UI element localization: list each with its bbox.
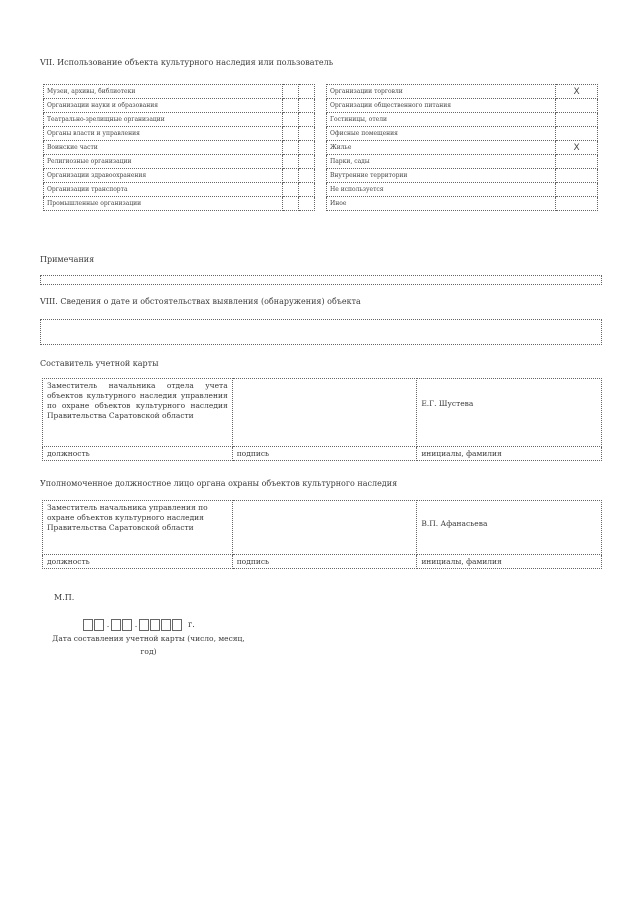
notes-field xyxy=(40,275,602,285)
usage-checkbox[interactable] xyxy=(556,99,598,113)
usage-row-right xyxy=(327,127,598,141)
usage-label: Воинские части xyxy=(44,141,283,155)
compiler-signature-cell xyxy=(232,379,417,447)
usage-checkbox[interactable] xyxy=(283,169,299,183)
usage-row-right xyxy=(327,155,598,169)
usage-label: Парки, сады xyxy=(327,155,556,169)
detection-field xyxy=(40,319,602,345)
date-boxes: . . г. xyxy=(83,614,195,633)
usage-table-left xyxy=(43,84,315,211)
usage-extra-cell xyxy=(299,85,315,99)
usage-row-left xyxy=(44,169,315,183)
compiler-name-cell xyxy=(417,379,602,447)
usage-row-right xyxy=(327,113,598,127)
usage-label: Не используется xyxy=(327,183,556,197)
date-year-box-1 xyxy=(139,619,149,631)
usage-checkbox[interactable]: X xyxy=(556,85,598,99)
official-position: Заместитель начальника управления по охране объектов культурного наследия Правительства Саратовской области xyxy=(43,501,233,555)
usage-checkbox[interactable] xyxy=(283,197,299,211)
stamp-label: М.П. xyxy=(54,593,75,602)
usage-checkbox[interactable]: X xyxy=(556,141,598,155)
compiler-label-name: инициалы, фамилия xyxy=(417,447,602,461)
usage-row-right xyxy=(327,169,598,183)
official-label-signature: подпись xyxy=(232,555,417,569)
section-8-title: VIII. Сведения о дате и обстоятельствах выявления (обнаружения) объекта xyxy=(40,297,361,306)
date-year-box-4 xyxy=(172,619,182,631)
usage-extra-cell xyxy=(299,99,315,113)
usage-label: Религиозные организации xyxy=(44,155,283,169)
usage-extra-cell xyxy=(299,169,315,183)
usage-extra-cell xyxy=(299,141,315,155)
usage-row-left xyxy=(44,99,315,113)
official-label-position: должность xyxy=(43,555,233,569)
usage-label: Организации здравоохранения xyxy=(44,169,283,183)
usage-checkbox[interactable] xyxy=(283,141,299,155)
usage-extra-cell xyxy=(299,183,315,197)
usage-row-left xyxy=(44,141,315,155)
usage-checkbox[interactable] xyxy=(556,127,598,141)
usage-label: Музеи, архивы, библиотеки xyxy=(44,85,283,99)
usage-row-right xyxy=(327,183,598,197)
usage-label: Иное xyxy=(327,197,556,211)
date-day-box-1 xyxy=(83,619,93,631)
usage-row-right xyxy=(327,99,598,113)
date-day-box-2 xyxy=(94,619,104,631)
usage-checkbox[interactable] xyxy=(556,197,598,211)
usage-checkbox[interactable] xyxy=(556,169,598,183)
usage-checkbox[interactable] xyxy=(283,85,299,99)
usage-label: Гостиницы, отели xyxy=(327,113,556,127)
usage-checkbox[interactable] xyxy=(283,127,299,141)
usage-row-left xyxy=(44,155,315,169)
official-table xyxy=(42,500,602,569)
date-suffix: г. xyxy=(188,620,195,629)
usage-label: Офисные помещения xyxy=(327,127,556,141)
usage-row-left xyxy=(44,85,315,99)
date-year-box-3 xyxy=(161,619,171,631)
usage-label: Организации торговли xyxy=(327,85,556,99)
compiler-label-position: должность xyxy=(43,447,233,461)
usage-label: Организации науки и образования xyxy=(44,99,283,113)
usage-label: Промышленные организации xyxy=(44,197,283,211)
date-month-box-1 xyxy=(111,619,121,631)
usage-label: Организации общественного питания xyxy=(327,99,556,113)
official-label-name: инициалы, фамилия xyxy=(417,555,602,569)
usage-label: Жилье xyxy=(327,141,556,155)
usage-checkbox[interactable] xyxy=(556,183,598,197)
usage-checkbox[interactable] xyxy=(556,113,598,127)
usage-label: Органы власти и управления xyxy=(44,127,283,141)
compiler-title: Составитель учетной карты xyxy=(40,359,159,368)
usage-row-left xyxy=(44,113,315,127)
usage-extra-cell xyxy=(299,155,315,169)
usage-row-right xyxy=(327,197,598,211)
usage-label: Внутренние территории xyxy=(327,169,556,183)
compiler-position: Заместитель начальника отдела учета объектов культурного наследия управления по охране объектов культурного наследия Правительства Саратовской области xyxy=(43,379,233,447)
usage-row-left xyxy=(44,127,315,141)
compiler-name: Е.Г. Шустева xyxy=(421,399,474,408)
usage-extra-cell xyxy=(299,113,315,127)
usage-extra-cell xyxy=(299,197,315,211)
usage-table-right xyxy=(326,84,598,211)
usage-checkbox[interactable] xyxy=(556,155,598,169)
usage-label: Организации транспорта xyxy=(44,183,283,197)
usage-checkbox[interactable] xyxy=(283,113,299,127)
usage-extra-cell xyxy=(299,127,315,141)
date-caption: Дата составления учетной карты (число, месяц, год) xyxy=(52,634,245,656)
notes-title: Примечания xyxy=(40,255,95,264)
usage-row-left xyxy=(44,183,315,197)
usage-row-right xyxy=(327,141,598,155)
usage-checkbox[interactable] xyxy=(283,155,299,169)
usage-row-left xyxy=(44,197,315,211)
official-name: В.П. Афанасьева xyxy=(421,519,488,528)
usage-row-right xyxy=(327,85,598,99)
date-month-box-2 xyxy=(122,619,132,631)
official-signature-cell xyxy=(232,501,417,555)
official-name-cell xyxy=(417,501,602,555)
date-year-box-2 xyxy=(150,619,160,631)
section-7-title: VII. Использование объекта культурного наследия или пользователь xyxy=(40,58,334,67)
compiler-table xyxy=(42,378,602,461)
usage-checkbox[interactable] xyxy=(283,99,299,113)
usage-label: Театрально-зрелищные организации xyxy=(44,113,283,127)
compiler-label-signature: подпись xyxy=(232,447,417,461)
official-title: Уполномоченное должностное лицо органа охраны объектов культурного наследия xyxy=(40,479,398,488)
usage-checkbox[interactable] xyxy=(283,183,299,197)
